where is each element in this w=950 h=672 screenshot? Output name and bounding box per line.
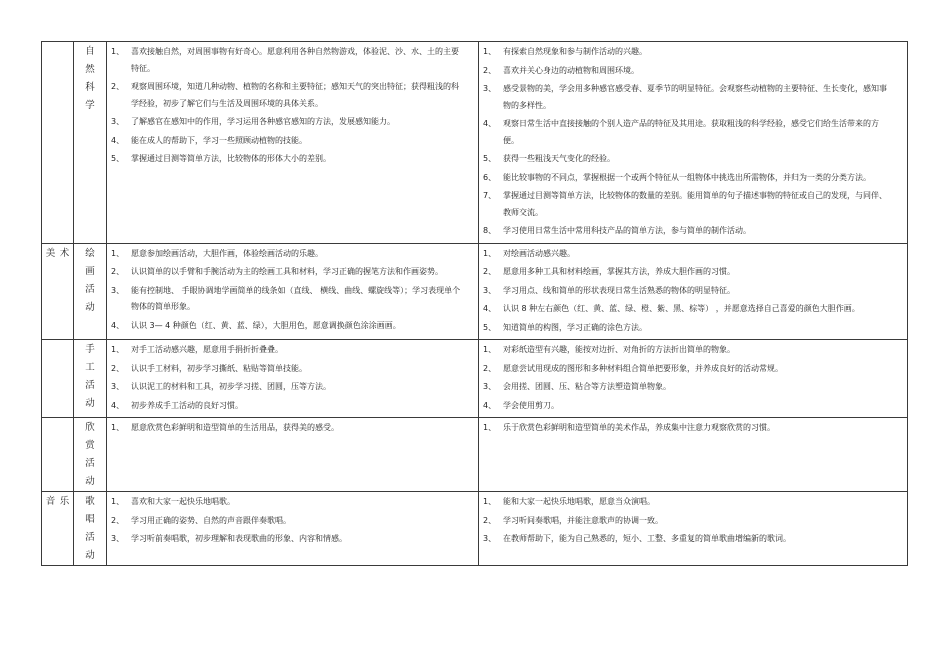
subject-char: 唱	[85, 514, 95, 525]
subject-cell	[74, 418, 107, 492]
goals-right-cell	[479, 492, 908, 566]
category-cell	[42, 340, 74, 418]
goal-item	[483, 81, 907, 114]
table-row	[42, 418, 908, 492]
goal-text: 学习听间奏歌唱，并能注意歌声的协调一致。	[503, 515, 663, 525]
subject-char: 科	[85, 82, 95, 93]
goal-number: 1、	[111, 47, 125, 56]
goal-item	[483, 283, 907, 300]
goal-item	[483, 170, 907, 187]
category-cell	[42, 418, 74, 492]
goal-item	[111, 79, 478, 112]
goal-item	[111, 379, 478, 396]
goal-item	[483, 63, 907, 80]
goal-number: 3、	[111, 117, 125, 126]
goal-number: 4、	[111, 400, 125, 410]
goal-number: 1、	[483, 423, 497, 432]
goal-number: 2、	[483, 65, 497, 75]
category-char: 术	[59, 247, 70, 259]
goal-text: 学习用正确的姿势、自然的声音跟伴奏歌唱。	[131, 515, 291, 525]
goal-item	[483, 342, 907, 359]
goal-item	[111, 318, 478, 335]
goal-number: 1、	[111, 345, 125, 354]
goal-item	[483, 223, 907, 240]
subject-char: 活	[85, 380, 95, 391]
goal-text: 学习使用日常生活中常用科技产品的简单方法，参与简单的制作活动。	[503, 226, 751, 235]
goal-text: 喜欢接触自然，对周围事物有好奇心。愿意利用各种自然物游戏，体验泥、沙、水、土的主要特征。	[131, 47, 459, 73]
goal-item	[111, 420, 478, 437]
goals-right-cell	[479, 42, 908, 244]
subject-cell	[74, 42, 107, 244]
goal-number: 3、	[483, 84, 497, 93]
goal-text: 能比较事物的不同点，掌握根据一个或两个特征从一组物体中挑选出所需物体，并归为一类的分类方法。	[503, 172, 871, 182]
goal-item	[111, 44, 478, 77]
goal-text: 认识手工材料，初步学习撕纸、粘贴等简单技能。	[131, 363, 307, 373]
goal-text: 知道简单的构图，学习正确的涂色方法。	[503, 322, 647, 332]
goal-item	[483, 361, 907, 378]
goal-item	[111, 133, 478, 150]
goal-text: 喜欢和大家一起快乐地唱歌。	[131, 497, 235, 506]
subject-char: 动	[85, 476, 95, 487]
goal-number: 4、	[111, 320, 125, 330]
subject-cell	[74, 243, 107, 340]
goal-number: 3、	[483, 534, 497, 543]
goal-text: 认识 8 种左右颜色（红、黄、蓝、绿、橙、紫、黑、棕等） ，并愿意选择自己喜爱的颜色大胆作画。	[503, 304, 860, 313]
goals-left-cell	[107, 492, 479, 566]
subject-char: 欣	[85, 422, 95, 433]
subject-char: 歌	[85, 496, 95, 507]
goal-text: 掌握通过目测等简单方法，比较物体的数量的差别。能用简单的句子描述事物的特征或自己的发现，与同伴、教师交流。	[503, 191, 887, 217]
goal-number: 2、	[483, 267, 497, 276]
category-char: 美	[45, 247, 56, 259]
goal-text: 学会使用剪刀。	[503, 400, 559, 410]
category-cell	[42, 42, 74, 244]
goal-item	[111, 361, 478, 378]
category-cell	[42, 492, 74, 566]
goal-number: 2、	[111, 363, 125, 373]
goal-item	[483, 379, 907, 396]
goal-item	[111, 494, 478, 511]
goal-item	[111, 283, 478, 316]
goal-number: 3、	[483, 285, 497, 295]
goal-number: 8、	[483, 226, 497, 235]
subject-char: 工	[85, 362, 95, 373]
goal-number: 5、	[483, 322, 497, 332]
goal-item	[483, 320, 907, 337]
goal-number: 4、	[111, 135, 125, 145]
goal-number: 4、	[483, 304, 497, 313]
goal-item	[111, 151, 478, 168]
goal-number: 3、	[111, 382, 125, 391]
subject-char: 动	[85, 398, 95, 409]
subject-cell	[74, 492, 107, 566]
table-row	[42, 243, 908, 340]
goal-text: 感受景物的美，学会用多种感官感受春、夏季节的明显特征。会观察些动植物的主要特征、生长变化，感知事物的多样性。	[503, 84, 887, 110]
goal-item	[483, 513, 907, 530]
goal-text: 对绘画活动感兴趣。	[503, 248, 575, 258]
table-row	[42, 492, 908, 566]
goal-item	[483, 44, 907, 61]
goal-text: 愿意尝试用现成的图形和多种材料组合简单把要形象，并养成良好的活动常规。	[503, 363, 783, 373]
subject-char: 学	[85, 100, 95, 111]
goal-item	[483, 116, 907, 149]
curriculum-goals-table-page	[41, 41, 907, 566]
goal-item	[483, 188, 907, 221]
goal-item	[111, 531, 478, 548]
goal-item	[111, 342, 478, 359]
goal-number: 1、	[483, 345, 497, 354]
goals-left-cell	[107, 340, 479, 418]
goal-text: 学习听前奏唱歌，初步理解和表现歌曲的形象、内容和情感。	[131, 534, 347, 543]
goal-item	[111, 398, 478, 415]
goal-text: 愿意欣赏色彩鲜明和造型简单的生活用品，获得美的感受。	[131, 423, 339, 432]
goal-number: 4、	[483, 119, 497, 128]
goals-right-cell	[479, 418, 908, 492]
goal-text: 能和大家一起快乐地唱歌，愿意当众演唱。	[503, 497, 655, 506]
goal-text: 获得一些粗浅天气变化的经验。	[503, 154, 615, 163]
goal-item	[483, 494, 907, 511]
goal-item	[483, 531, 907, 548]
goal-number: 2、	[483, 515, 497, 525]
category-cell	[42, 243, 74, 340]
goals-left-cell	[107, 243, 479, 340]
goal-item	[111, 513, 478, 530]
goal-text: 喜欢并关心身边的动植物和周围环境。	[503, 65, 639, 75]
subject-char: 赏	[85, 440, 95, 451]
goal-number: 2、	[483, 363, 497, 373]
goal-number: 3、	[111, 534, 125, 543]
goal-number: 5、	[111, 154, 125, 163]
goal-text: 认识 3— 4 种颜色（红、黄、蓝、绿），大胆用色，愿意调换颜色涂涂画画。	[131, 320, 401, 330]
subject-char: 活	[85, 532, 95, 543]
goal-text: 了解感官在感知中的作用，学习运用各种感官感知的方法，发展感知能力。	[131, 117, 395, 126]
goal-number: 2、	[111, 82, 125, 91]
subject-char: 活	[85, 283, 95, 295]
goal-item	[111, 264, 478, 281]
goal-item	[483, 151, 907, 168]
goal-number: 1、	[483, 497, 497, 506]
goal-number: 6、	[483, 172, 497, 182]
subject-char: 画	[85, 265, 95, 277]
goal-text: 愿意用多种工具和材料绘画，掌握其方法，养成大胆作画的习惯。	[503, 267, 735, 276]
table-row	[42, 340, 908, 418]
goal-text: 对彩纸造型有兴趣，能按对边折、对角折的方法折出简单的物象。	[503, 345, 735, 354]
goals-left-cell	[107, 42, 479, 244]
goal-text: 有探索自然现象和参与制作活动的兴趣。	[503, 47, 647, 56]
goal-number: 1、	[111, 497, 125, 506]
subject-char: 绘	[85, 247, 95, 259]
goal-number: 2、	[111, 267, 125, 276]
goal-item	[483, 420, 907, 437]
goal-text: 观察日常生活中直接接触的个别人造产品的特征及其用途。获取粗浅的科学经验，感受它们给生活带来的方便。	[503, 119, 879, 145]
goals-left-cell	[107, 418, 479, 492]
category-char: 音	[45, 496, 56, 507]
goal-text: 认识泥工的材料和工具，初步学习搓、团圆，压等方法。	[131, 382, 331, 391]
goal-text: 在教师帮助下，能为自己熟悉的，短小、工整、多重复的简单歌曲增编新的歌词。	[503, 534, 791, 543]
goal-number: 1、	[483, 248, 497, 258]
goal-item	[483, 246, 907, 263]
category-char: 乐	[59, 496, 70, 507]
subject-char: 手	[85, 344, 95, 355]
goal-text: 观察周围环境，知道几种动物、植物的名称和主要特征；感知天气的突出特征；获得粗浅的科学经验，初步了解它们与生活及周围环境的具体关系。	[131, 82, 459, 108]
goal-number: 2、	[111, 515, 125, 525]
goal-text: 会用搓、团圆、压、粘合等方法塑造简单物象。	[503, 382, 671, 391]
goal-text: 乐于欣赏色彩鲜明和造型简单的美术作品，养成集中注意力观察欣赏的习惯。	[503, 423, 775, 432]
goal-text: 能有控制地、 手眼协调地学画简单的线条如（直线、 横线、曲线、螺旋线等）；学习表现单个物体的简单形象。	[131, 285, 461, 311]
goal-text: 愿意参加绘画活动，大胆作画，体验绘画活动的乐趣。	[131, 248, 323, 258]
goal-number: 5、	[483, 154, 497, 163]
subject-char: 活	[85, 458, 95, 469]
goal-number: 1、	[483, 47, 497, 56]
goal-number: 3、	[111, 285, 125, 295]
goal-item	[483, 301, 907, 318]
goals-table	[41, 41, 908, 566]
goal-item	[111, 114, 478, 131]
goal-text: 学习用点、线和简单的形状表现日常生活熟悉的物体的明显特征。	[503, 285, 735, 295]
goal-text: 掌握通过目测等简单方法，比较物体的形体大小的差别。	[131, 154, 331, 163]
goal-text: 初步养成手工活动的良好习惯。	[131, 400, 243, 410]
goal-number: 7、	[483, 191, 497, 200]
goal-text: 认识简单的以手臂和手腕活动为主的绘画工具和材料，学习正确的握笔方法和作画姿势。	[131, 267, 443, 276]
goal-number: 3、	[483, 382, 497, 391]
goal-text: 能在成人的帮助下，学习一些照顾动植物的技能。	[131, 135, 307, 145]
subject-cell	[74, 340, 107, 418]
subject-char: 自	[85, 46, 95, 57]
goal-text: 对手工活动感兴趣，愿意用手捐折折叠叠。	[131, 345, 283, 354]
goals-right-cell	[479, 340, 908, 418]
goal-number: 1、	[111, 248, 125, 258]
subject-char: 然	[85, 64, 95, 75]
goal-number: 1、	[111, 423, 125, 432]
goals-right-cell	[479, 243, 908, 340]
goal-item	[483, 264, 907, 281]
goal-item	[111, 246, 478, 263]
subject-char: 动	[85, 301, 95, 313]
table-row	[42, 42, 908, 244]
goal-item	[483, 398, 907, 415]
goal-number: 4、	[483, 400, 497, 410]
subject-char: 动	[85, 550, 95, 561]
